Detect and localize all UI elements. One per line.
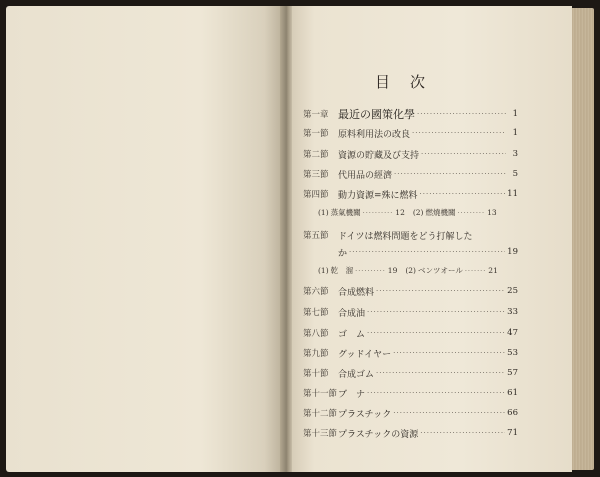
page-number: 57 bbox=[507, 368, 518, 378]
toc-section-12 bbox=[303, 405, 518, 421]
section-label: 第五節 bbox=[303, 231, 329, 241]
section-title: プラスチック bbox=[338, 409, 392, 420]
chapter-label: 第一章 bbox=[303, 110, 329, 120]
section-label: 第六節 bbox=[303, 287, 329, 297]
page-number: 13 bbox=[487, 208, 497, 217]
toc-section-10 bbox=[303, 365, 518, 381]
section-title: 合成油 bbox=[338, 308, 366, 319]
section-label: 第四節 bbox=[303, 190, 329, 200]
leader-dots bbox=[393, 349, 505, 357]
leader-dots bbox=[363, 209, 394, 217]
page-number: 1 bbox=[512, 109, 518, 119]
page-number: 47 bbox=[507, 328, 518, 338]
page-edges bbox=[572, 8, 594, 470]
leader-dots bbox=[393, 409, 505, 417]
leader-dots bbox=[420, 190, 506, 198]
section-title-cont: か bbox=[338, 248, 348, 259]
section-title: プラスチックの資源 bbox=[338, 429, 419, 440]
page-number: 25 bbox=[507, 286, 518, 296]
section-label: 第九節 bbox=[303, 349, 329, 359]
leader-dots bbox=[355, 267, 386, 275]
section-label: 第二節 bbox=[303, 150, 329, 160]
section-label: 第十節 bbox=[303, 369, 329, 379]
page-number: 19 bbox=[507, 247, 518, 257]
toc-section-5 bbox=[303, 227, 518, 243]
section-title: グッドイヤー bbox=[338, 349, 392, 360]
sub-title: 燃燒機關 bbox=[425, 208, 456, 217]
leader-dots bbox=[421, 150, 506, 158]
leader-dots bbox=[465, 267, 486, 275]
page-number: 12 bbox=[395, 208, 405, 217]
section-title: 代用品の經濟 bbox=[338, 170, 393, 181]
sub-number: (1) bbox=[318, 208, 329, 217]
chapter-title: 最近の國策化學 bbox=[338, 108, 415, 121]
leader-dots bbox=[417, 110, 506, 118]
toc-section-8 bbox=[303, 325, 518, 341]
toc-section-9 bbox=[303, 345, 518, 361]
leader-dots bbox=[376, 369, 505, 377]
page-number: 11 bbox=[507, 189, 518, 199]
leader-dots bbox=[376, 287, 505, 295]
toc-section-1 bbox=[303, 125, 518, 141]
section-title: ブ ナ bbox=[338, 389, 366, 400]
toc-section-11 bbox=[303, 385, 518, 401]
page-number: 66 bbox=[507, 408, 518, 418]
section-label: 第七節 bbox=[303, 308, 329, 318]
toc-subsection-row bbox=[318, 265, 500, 276]
toc-title: 目次 bbox=[375, 73, 446, 91]
page-number: 3 bbox=[512, 149, 518, 159]
sub-title: 乾 溜 bbox=[330, 266, 354, 275]
section-label: 第十三節 bbox=[303, 429, 338, 439]
leader-dots bbox=[412, 129, 506, 137]
section-title: ドイツは燃料問題をどう打解した bbox=[338, 231, 473, 242]
sub-number: (2) bbox=[412, 208, 424, 217]
page-number: 61 bbox=[507, 388, 518, 398]
leader-dots bbox=[367, 329, 505, 337]
page-number: 53 bbox=[507, 348, 518, 358]
toc-section-7 bbox=[303, 304, 518, 320]
leader-dots bbox=[394, 170, 506, 178]
sub-title: 蒸氣機關 bbox=[330, 208, 361, 217]
leader-dots bbox=[420, 429, 505, 437]
sub-title: ベンツオール bbox=[417, 266, 463, 275]
toc-subsection-row bbox=[318, 207, 499, 218]
toc-section-13 bbox=[303, 425, 518, 441]
toc-section-3 bbox=[303, 166, 518, 182]
section-title: 原料利用法の改良 bbox=[338, 129, 411, 140]
toc-section-6 bbox=[303, 283, 518, 299]
page-number: 19 bbox=[387, 266, 398, 275]
section-label: 第一節 bbox=[303, 129, 329, 139]
sub-number: (1) bbox=[318, 266, 329, 275]
section-title: 合成燃料 bbox=[338, 287, 375, 298]
section-label: 第八節 bbox=[303, 329, 329, 339]
section-label: 第十一節 bbox=[303, 389, 338, 399]
page-number: 71 bbox=[507, 428, 518, 438]
leader-dots bbox=[367, 308, 505, 316]
page-number: 1 bbox=[512, 128, 518, 138]
sub-number: (2) bbox=[405, 266, 416, 275]
page-number: 5 bbox=[512, 169, 518, 179]
leader-dots bbox=[349, 248, 505, 256]
page-number: 21 bbox=[488, 266, 498, 275]
section-title: 合成ゴム bbox=[338, 369, 375, 380]
section-title: 動力資源=殊に燃料 bbox=[338, 190, 418, 201]
section-label: 第十二節 bbox=[303, 409, 338, 419]
toc-section-2 bbox=[303, 146, 518, 162]
section-title: ゴ ム bbox=[338, 329, 366, 340]
toc-chapter-1 bbox=[303, 106, 518, 122]
leader-dots bbox=[367, 389, 505, 397]
page-number: 33 bbox=[507, 307, 518, 317]
toc-section-4 bbox=[303, 186, 518, 202]
left-page bbox=[6, 6, 284, 472]
section-label: 第三節 bbox=[303, 170, 329, 180]
section-title: 資源の貯藏及び支持 bbox=[338, 150, 420, 161]
toc-section-5-cont bbox=[303, 244, 518, 260]
leader-dots bbox=[457, 209, 485, 217]
